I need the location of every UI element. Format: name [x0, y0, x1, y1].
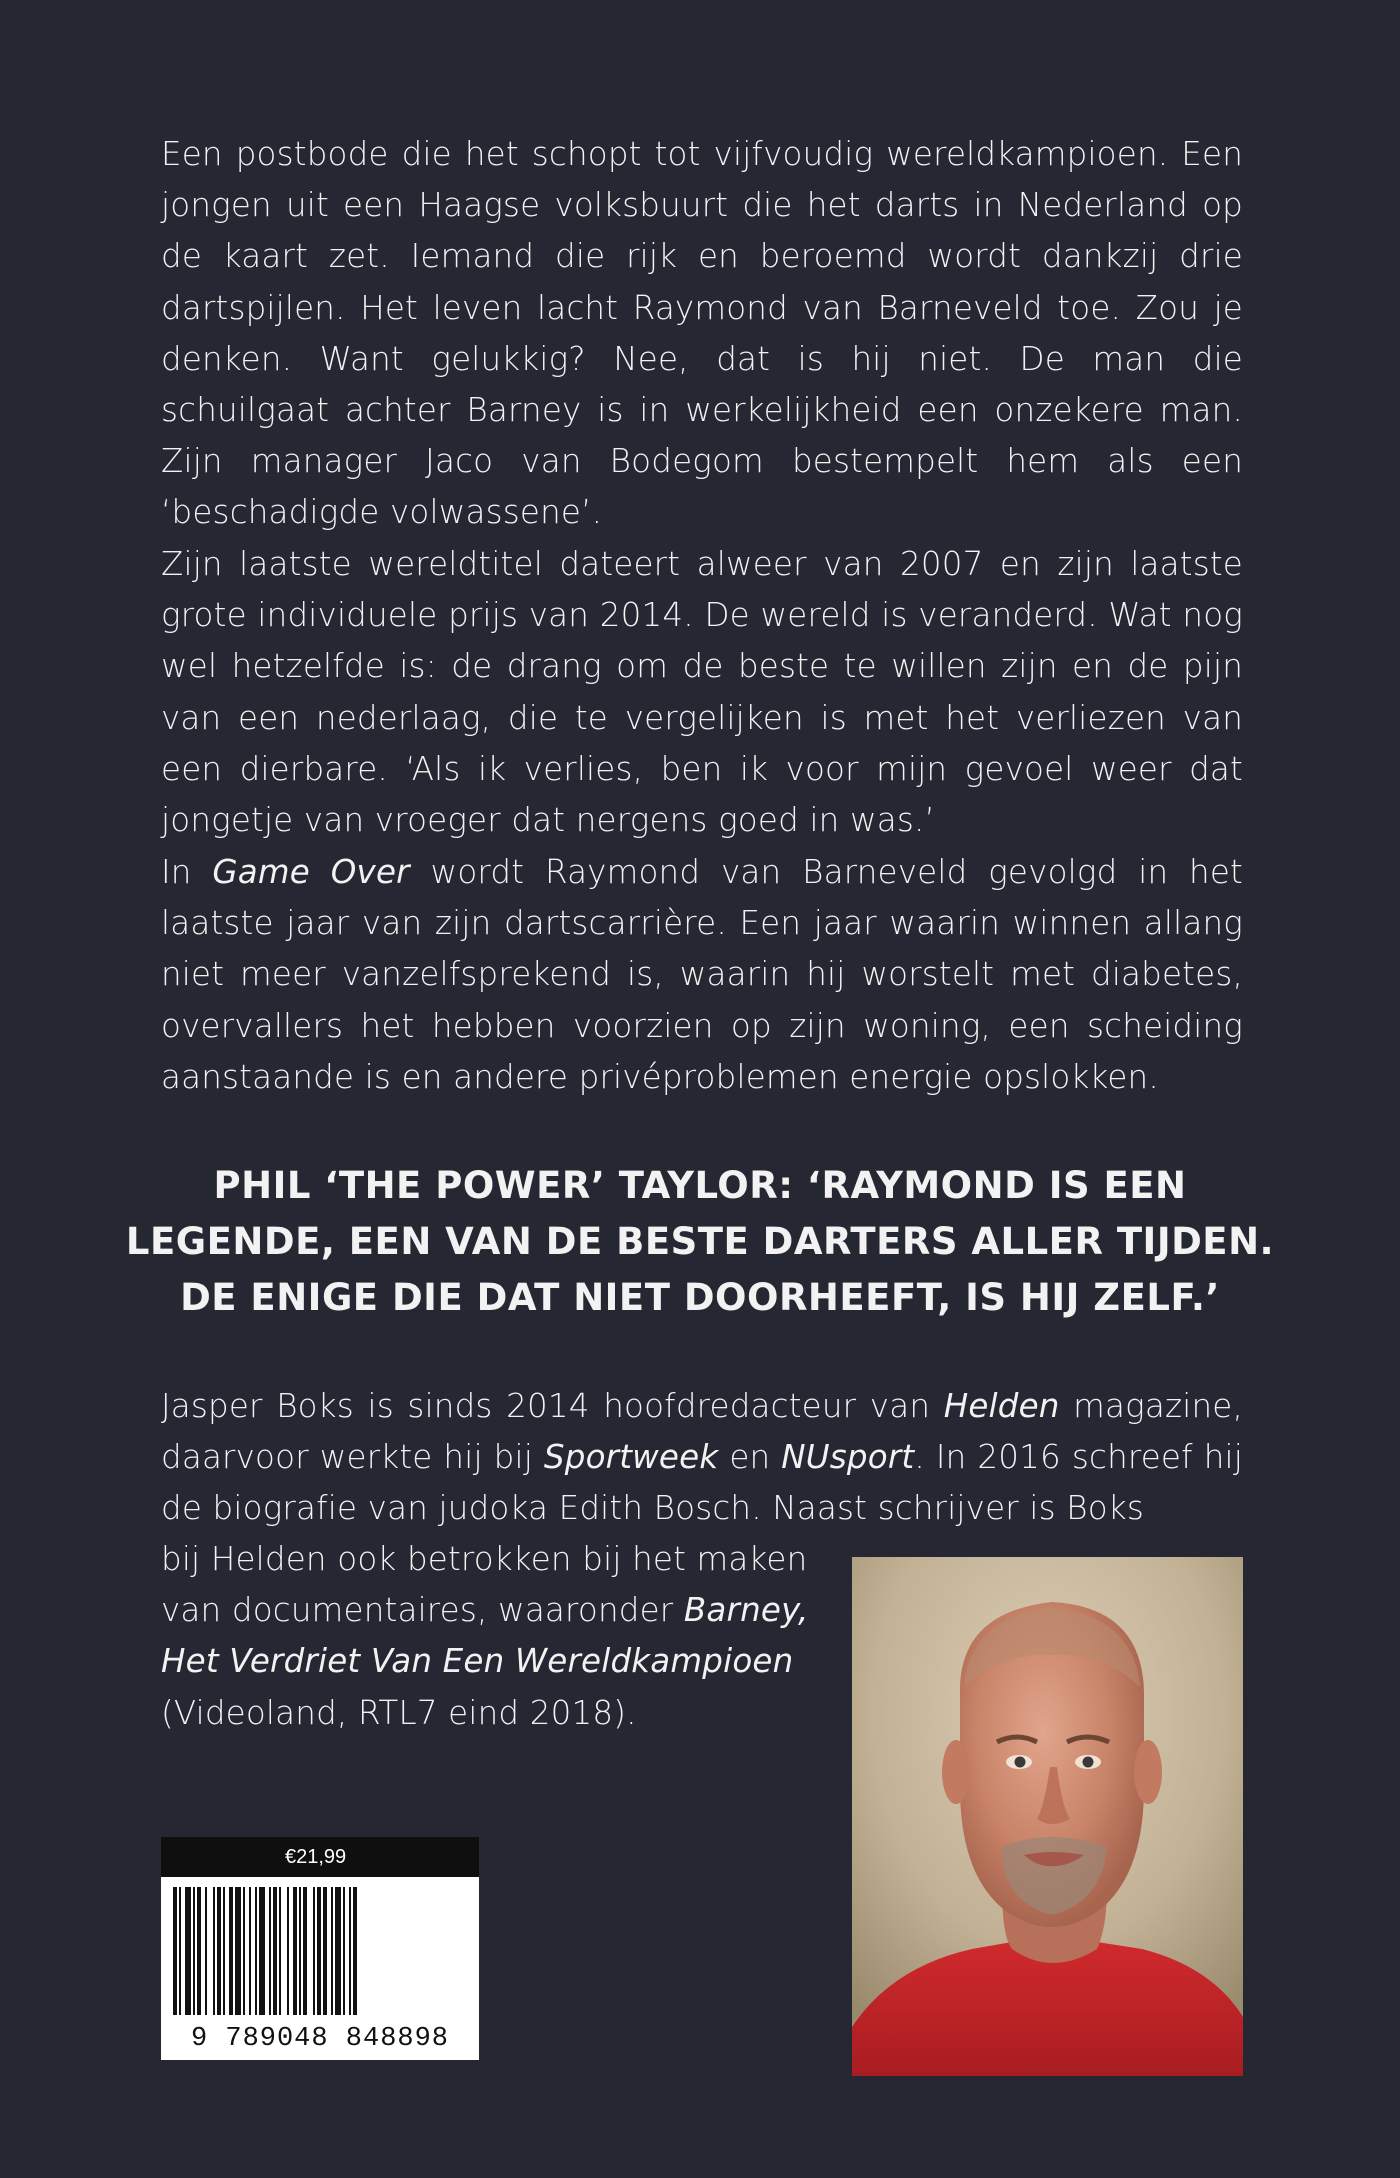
bio-italic-sportweek: Sportweek — [543, 1438, 719, 1477]
bio-text-6: (Videoland, RTL7 eind 2018). — [161, 1693, 637, 1732]
barcode-stripe — [349, 1887, 351, 2015]
barcode-stripe — [259, 1887, 265, 2015]
barcode-stripe — [317, 1887, 321, 2015]
barcode-stripe — [303, 1887, 307, 2015]
author-bio-top — [161, 1381, 1243, 1535]
barcode-stripe — [223, 1887, 225, 2015]
barcode-stripe — [193, 1887, 195, 2015]
isbn-number: 9 789048 848898 — [190, 2024, 450, 2054]
blurb-p3-rest: wordt Raymond van Barneveld gevolgd in het laatste jaar van zijn dartscarrière. Een jaar waarin winnen allang niet meer vanzelfsprekend is, waarin hij worstelt met diabetes, overvallers het hebben voorzien op zijn woning, een scheiding aanstaande is en andere privéproblemen energie opslokken. — [161, 853, 1243, 1096]
bio-italic-nusport: NUsport — [781, 1438, 915, 1477]
quote-line-1: PHIL ‘THE POWER’ TAYLOR: ‘RAYMOND IS EEN — [213, 1164, 1187, 1207]
barcode-stripe — [353, 1887, 357, 2015]
barcode-stripe — [197, 1887, 201, 2015]
barcode-stripe — [235, 1887, 241, 2015]
quote-line-2: LEGENDE, EEN VAN DE BESTE DARTERS ALLER TIJDEN. — [125, 1220, 1275, 1263]
author-bio-bottom — [161, 1534, 821, 1739]
barcode-stripe — [185, 1887, 191, 2015]
bio-text-5: bij Helden ook betrokken bij het maken van documentaires, waaronder — [161, 1540, 808, 1630]
barcode-stripe — [249, 1887, 251, 2015]
barcode-stripe — [313, 1887, 315, 2015]
blurb-p3-prefix: In — [161, 853, 213, 891]
barcode-stripe — [269, 1887, 271, 2015]
bio-italic-helden: Helden — [943, 1387, 1060, 1425]
barcode-stripe — [255, 1887, 257, 2015]
barcode-stripe — [287, 1887, 289, 2015]
author-portrait-photo — [852, 1557, 1243, 2076]
price-text: €21,99 — [285, 1845, 347, 1868]
portrait-illustration — [852, 1557, 1243, 2076]
barcode-stripe — [273, 1887, 277, 2015]
barcode-area — [161, 1877, 479, 2060]
barcode-stripe — [279, 1887, 281, 2015]
blurb-paragraph-3 — [161, 847, 1243, 1103]
barcode-stripe — [205, 1887, 207, 2015]
barcode-stripe — [293, 1887, 297, 2015]
barcode-label — [161, 1837, 479, 2060]
barcode-stripe — [229, 1887, 233, 2015]
barcode-stripe — [213, 1887, 215, 2015]
pull-quote — [120, 1158, 1280, 1326]
barcode-stripe — [179, 1887, 181, 2015]
bio-italic-documentary: Barney, Het Verdriet Van Een Wereldkampioen — [161, 1591, 809, 1681]
barcode-stripe — [331, 1887, 333, 2015]
barcode-stripe — [323, 1887, 327, 2015]
blurb-paragraph-1: Een postbode die het schopt tot vijfvoudig wereldkampioen. Een jongen uit een Haagse volksbuurt die het darts in Nederland op de kaart zet. Iemand die rijk en beroemd wordt dankzij drie dartspijlen. Het leven lacht Raymond van Barneveld toe. Zou je denken. Want gelukkig? Nee, dat is hij niet. De man die schuilgaat achter Barney is in werkelijkheid een onzekere man. Zijn manager Jaco van Bodegom bestempelt hem als een ‘beschadigde volwassene’. — [161, 135, 1243, 532]
price-strip — [161, 1837, 479, 1877]
barcode-stripe — [299, 1887, 301, 2015]
barcode-stripe — [343, 1887, 345, 2015]
barcode-stripe — [243, 1887, 245, 2015]
barcode-stripe — [173, 1887, 177, 2015]
bio-text-3: en — [718, 1438, 782, 1477]
bio-text-1: Jasper Boks is sinds 2014 hoofdredacteur van — [161, 1387, 944, 1425]
book-title-italic: Game Over — [212, 853, 410, 891]
bio-text-4: . In 2016 schreef hij de biografie van judoka Edith Bosch. Naast schrijver is Boks — [161, 1438, 1243, 1528]
barcode-stripe — [217, 1887, 221, 2015]
barcode-stripe — [335, 1887, 341, 2015]
quote-line-3: DE ENIGE DIE DAT NIET DOORHEEFT, IS HIJ ZELF.’ — [180, 1276, 1220, 1319]
blurb-paragraph-2: Zijn laatste wereldtitel dateert alweer van 2007 en zijn laatste grote individuele prijs van 2014. De wereld is veranderd. Wat nog wel hetzelfde is: de drang om de beste te willen zijn en de pijn van een nederlaag, die te vergelijken is met het verliezen van een dierbare. ‘Als ik verlies, ben ik voor mijn gevoel weer dat jongetje van vroeger dat nergens goed in was.’ — [161, 545, 1243, 840]
bio-text-2: magazine, daarvoor werkte hij bij — [161, 1387, 1243, 1477]
